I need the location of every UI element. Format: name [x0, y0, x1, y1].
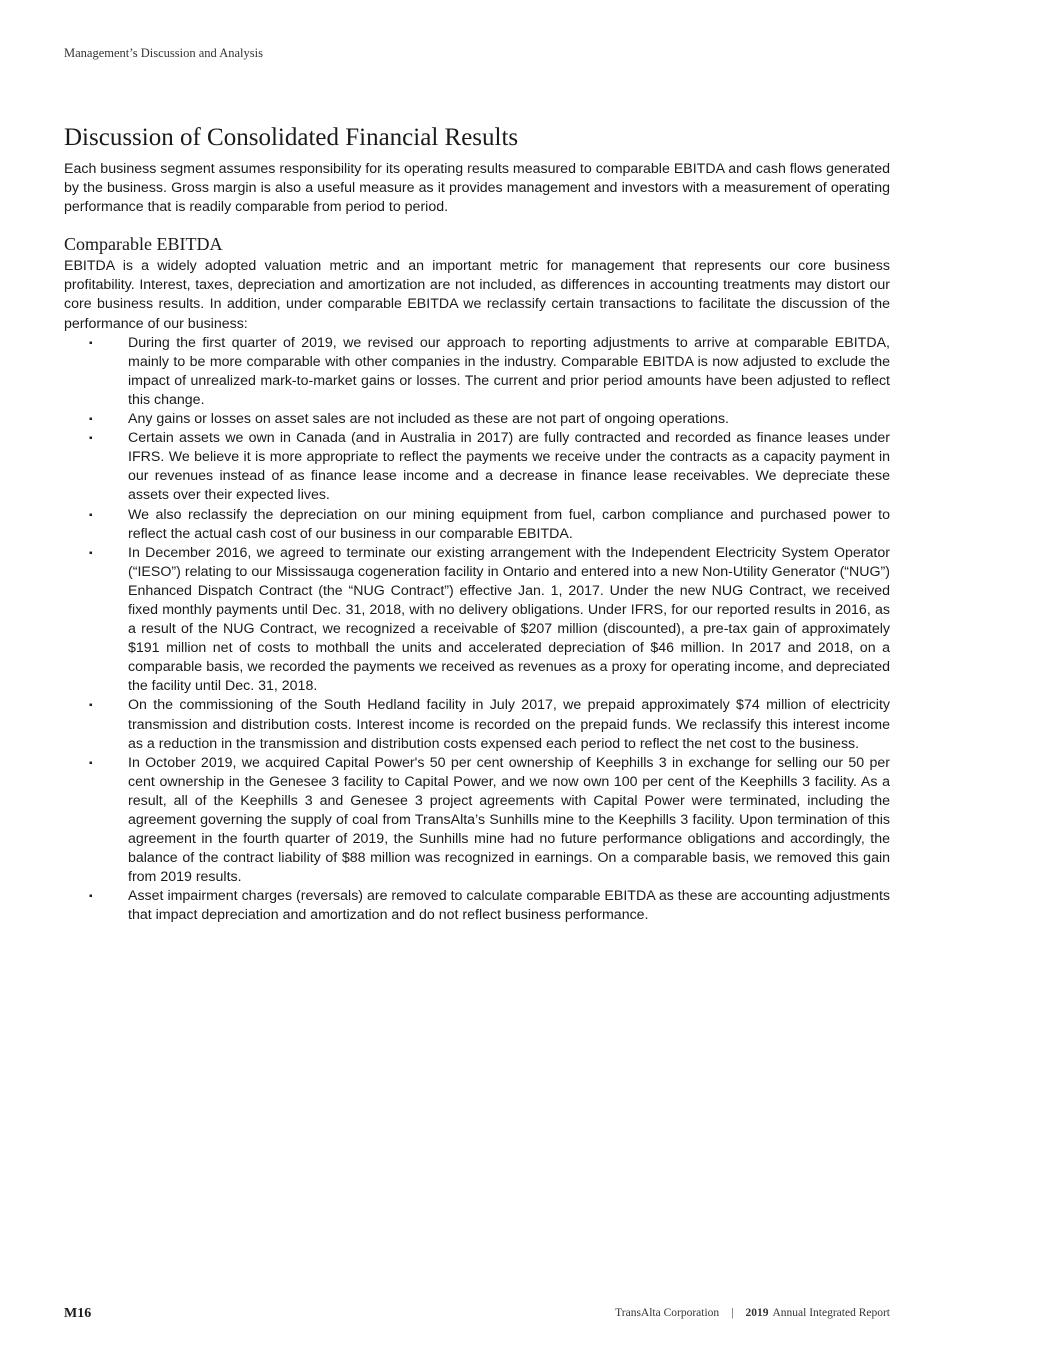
section-intro: Each business segment assumes responsibility for its operating results measured to comparable EBITDA and cash flows generated by the business. Gross margin is also a useful measure as it provides management and investors with a measurement of operating performance that is readily comparable from period to period. — [64, 161, 890, 216]
running-header: Management’s Discussion and Analysis — [64, 46, 263, 60]
page-content — [64, 122, 890, 926]
bullet-icon: ▪ — [89, 414, 93, 426]
bullet-text: We also reclassify the depreciation on our mining equipment from fuel, carbon compliance and purchased power to reflect the actual cash cost of our business in our comparable EBITDA. — [128, 506, 890, 542]
footer-company: TransAlta Corporation — [615, 1307, 720, 1319]
bullet-icon: ▪ — [89, 547, 93, 559]
bullet-text: Asset impairment charges (reversals) are removed to calculate comparable EBITDA as these are accounting adjustments that impact depreciation and amortization and do not reflect business performance. — [128, 888, 890, 924]
bullet-item — [64, 887, 890, 925]
footer-report-info — [615, 1307, 890, 1319]
footer-report-name: Annual Integrated Report — [772, 1307, 890, 1319]
bullet-item — [64, 696, 890, 753]
footer-year: 2019 — [745, 1307, 769, 1319]
bullet-text: On the commissioning of the South Hedland facility in July 2017, we prepaid approximately $74 million of electricity transmission and distribution costs. Interest income is recorded on the prepaid funds. We reclassify this interest income as a reduction in the transmission and distribution costs expensed each period to reflect the net cost to the business. — [128, 697, 890, 752]
subsection-paragraph: EBITDA is a widely adopted valuation metric and an important metric for management that represents our core business profitability. Interest, taxes, depreciation and amortization are not included, as differences in accounting treatments may distort our core business results. In addition, under comparable EBITDA we reclassify certain transactions to facilitate the discussion of the performance of our business: — [64, 258, 890, 332]
bullet-icon: ▪ — [89, 891, 93, 903]
bullet-icon: ▪ — [89, 337, 93, 349]
bullet-text: In October 2019, we acquired Capital Power's 50 per cent ownership of Keephills 3 in exchange for selling our 50 per cent ownership in the Genesee 3 facility to Capital Power, and we now own 100 per cent of the Keephills 3 facility. As a result, all of the Keephills 3 and Genesee 3 project agreements with Capital Power were terminated, including the agreement governing the supply of coal from TransAlta’s Sunhills mine to the Keephills 3 facility. Upon termination of this agreement in the fourth quarter of 2019, the Sunhills mine had no future performance obligations and accordingly, the balance of the contract liability of $88 million was recognized in earnings. On a comparable basis, we removed this gain from 2019 results. — [128, 754, 890, 886]
section-title: Discussion of Consolidated Financial Results — [64, 124, 519, 151]
bullet-item — [64, 754, 890, 888]
bullet-item — [64, 410, 890, 429]
bullet-item — [64, 506, 890, 544]
bullet-text: Certain assets we own in Canada (and in Australia in 2017) are fully contracted and recorded as finance leases under IFRS. We believe it is more appropriate to reflect the payments we receive under the contracts as a capacity payment in our revenues instead of as finance lease income and a decrease in finance lease receivables. We depreciate these assets over their expected lives. — [128, 430, 890, 504]
bullet-text: In December 2016, we agreed to terminate our existing arrangement with the Independent Electricity System Operator (“IESO”) relating to our Mississauga cogeneration facility in Ontario and entered into a new Non-Utility Generator (“NUG”) Enhanced Dispatch Contract (the “NUG Contract”) effective Jan. 1, 2017. Under the new NUG Contract, we received fixed monthly payments until Dec. 31, 2018, with no delivery obligations. Under IFRS, for our reported results in 2016, as a result of the NUG Contract, we recognized a receivable of $207 million (discounted), a pre-tax gain of approximately $191 million net of costs to mothball the units and accelerated depreciation of $46 million. In 2017 and 2018, on a comparable basis, we recorded the payments we received as revenues as a proxy for operating income, and depreciated the facility until Dec. 31, 2018. — [128, 544, 890, 695]
bullet-item — [64, 334, 890, 410]
bullet-item — [64, 544, 890, 697]
bullet-icon: ▪ — [89, 509, 93, 521]
subsection-title: Comparable EBITDA — [64, 234, 223, 255]
footer-separator: | — [731, 1307, 734, 1319]
bullet-icon: ▪ — [89, 757, 93, 769]
bullet-text: During the first quarter of 2019, we revised our approach to reporting adjustments to arrive at comparable EBITDA, mainly to be more comparable with other companies in the industry. Comparable EBITDA is now adjusted to exclude the impact of unrealized mark-to-market gains or losses. The current and prior period amounts have been adjusted to reflect this change. — [128, 334, 890, 408]
page-number: M16 — [64, 1306, 92, 1321]
bullet-item — [64, 429, 890, 505]
bullet-list — [64, 334, 890, 926]
bullet-icon: ▪ — [89, 700, 93, 712]
bullet-text: Any gains or losses on asset sales are not included as these are not part of ongoing operations. — [128, 411, 729, 428]
bullet-icon: ▪ — [89, 433, 93, 445]
